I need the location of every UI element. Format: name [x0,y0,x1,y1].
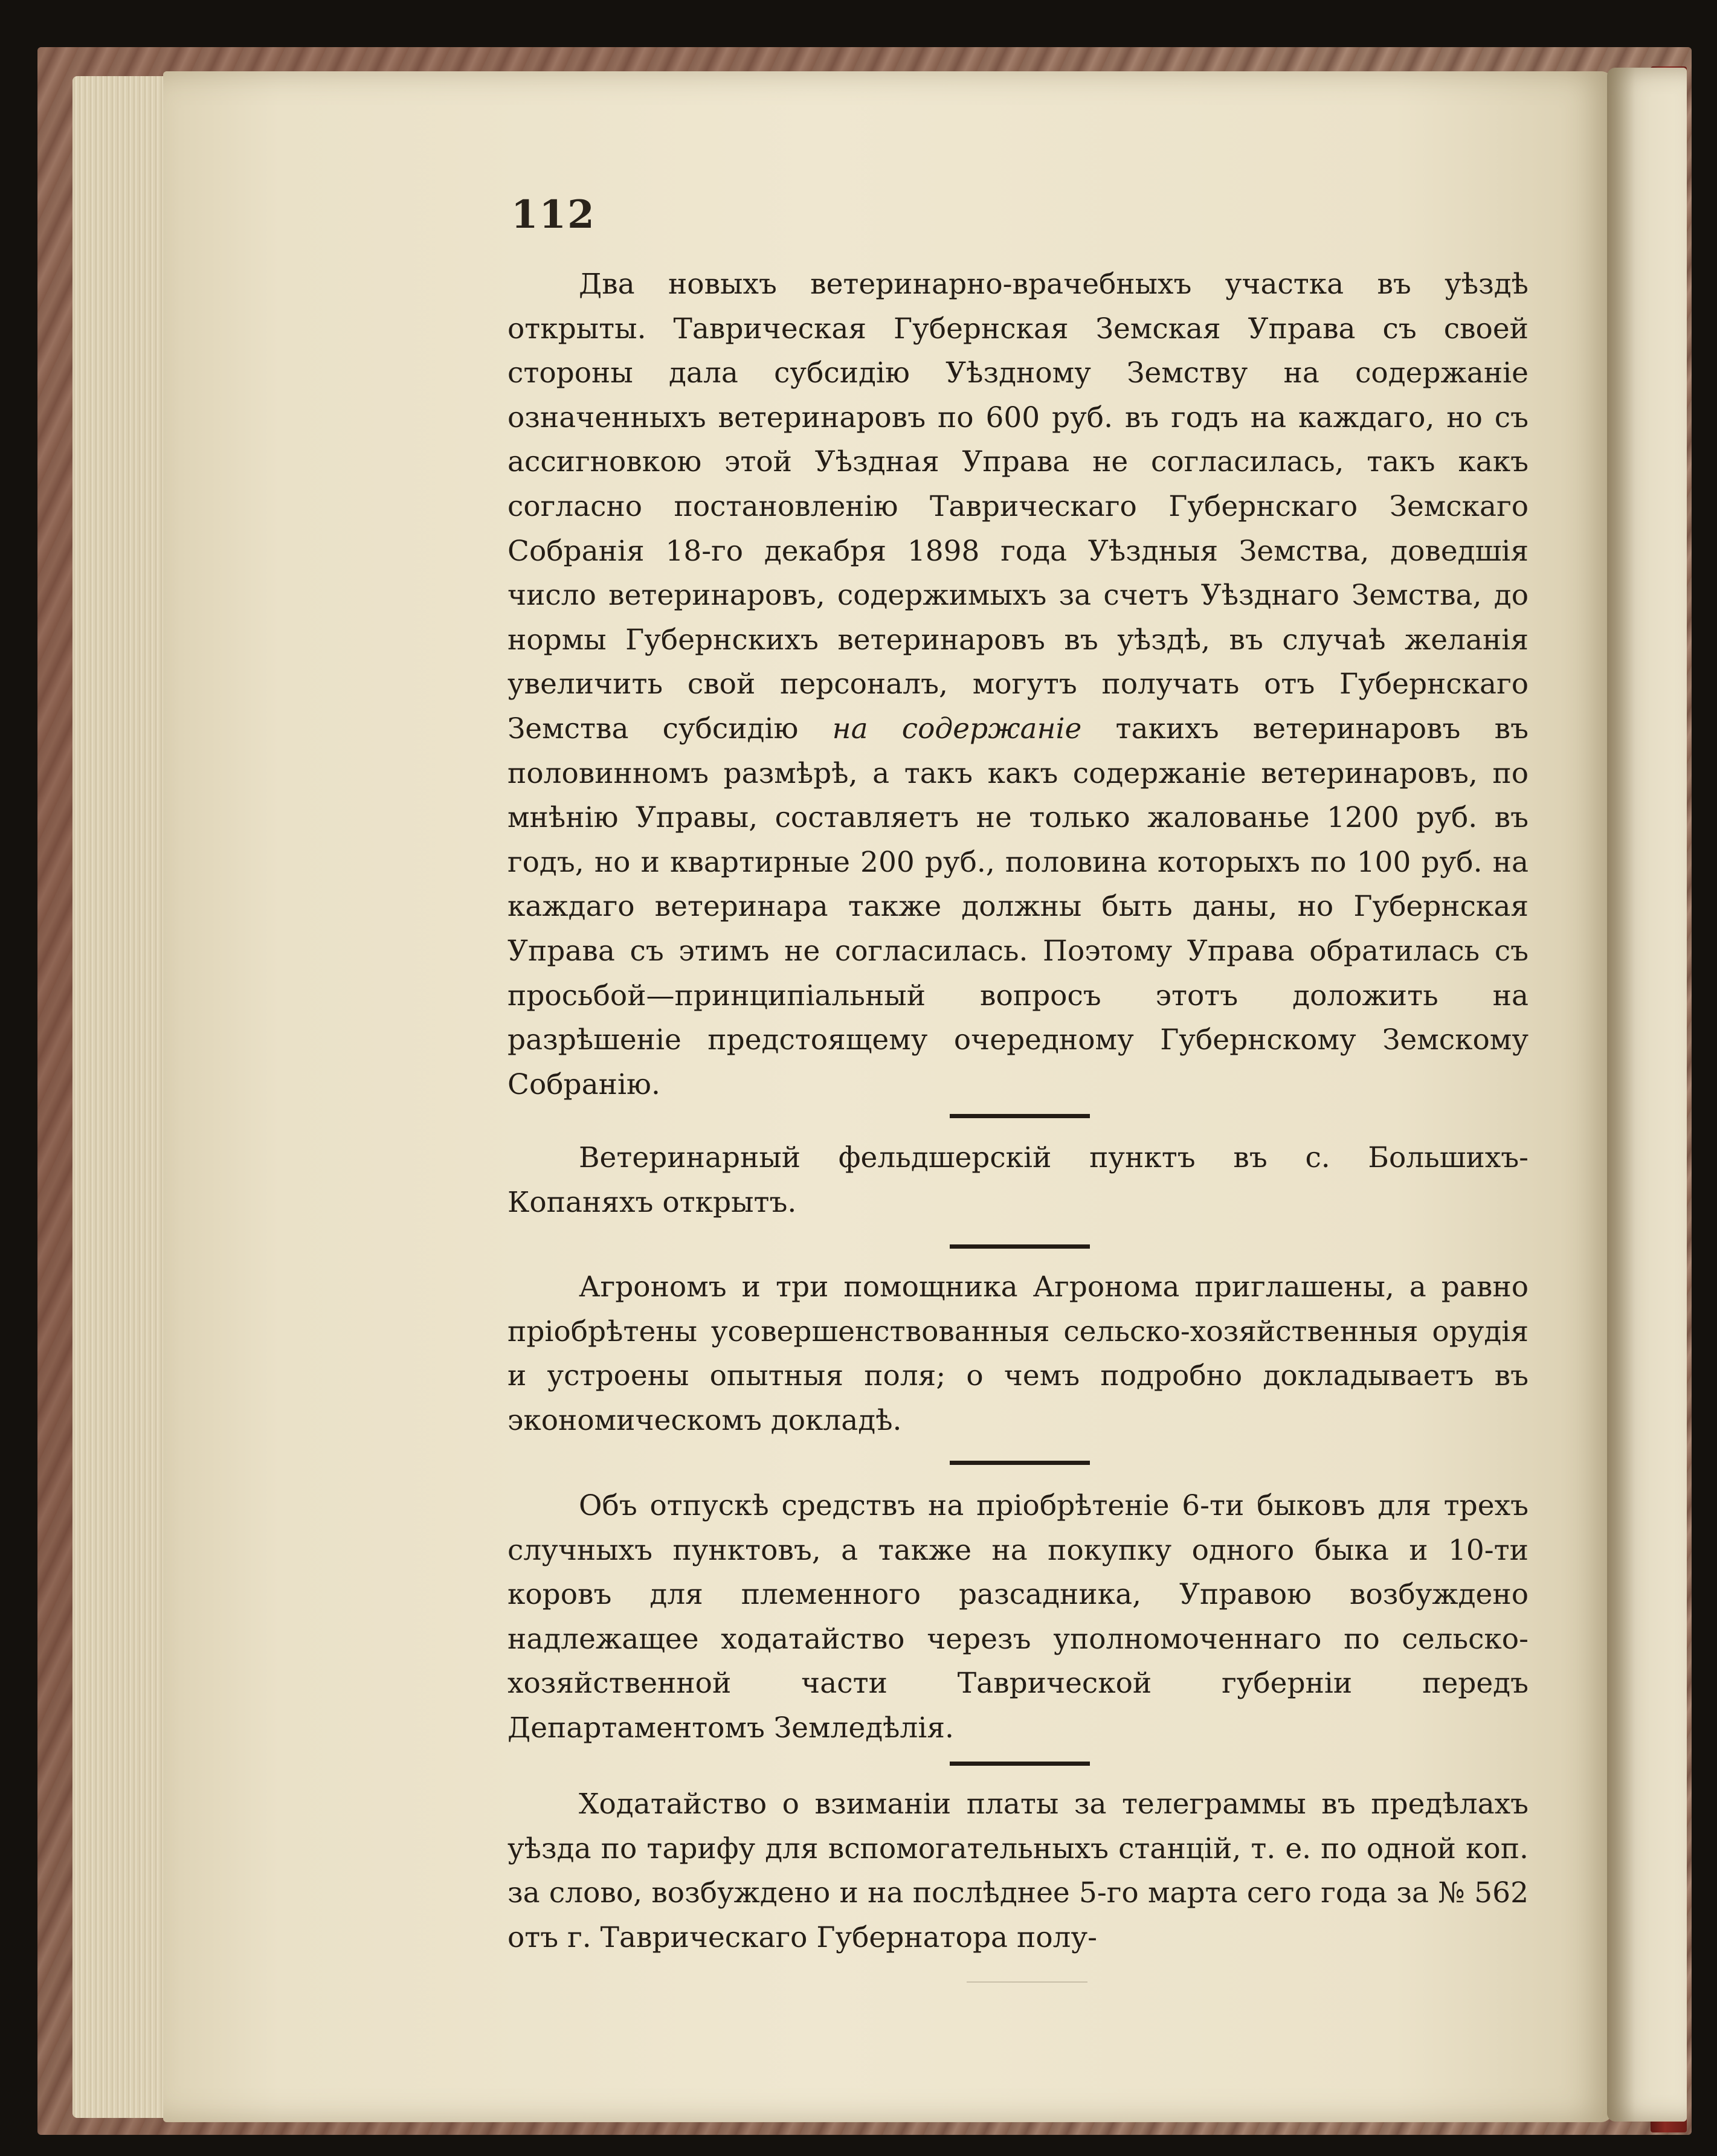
section-divider [950,1461,1090,1465]
right-page-edge [1607,68,1687,2122]
section-divider [950,1244,1090,1249]
section-divider [950,1762,1090,1766]
paragraph-italic-part: на содержаніе [832,712,1082,745]
paragraph-feldsher-point: Ветеринарный фельдшерскій пунктъ въ с. Большихъ-Копаняхъ открытъ. [507,1141,1529,1219]
paragraph-telegram-fees: Ходатайство о взиманіи платы за телеграммы въ предѣлахъ уѣзда по тарифу для вспомогательныхъ станцій, т. е. по одной коп. за слово, возбуждено и на послѣднее 5-го марта сего года за № 562 отъ г. Таврическаго Губернатора полу- [507,1788,1529,1954]
page-number: 112 [511,192,596,237]
section-divider [950,1114,1090,1118]
paragraph-agronomist: Агрономъ и три помощника Агронома приглашены, а равно пріобрѣтены усовершенствованныя сельско-хозяйственныя орудія и устроены опытныя поля; о чемъ подробно докладываетъ въ экономическомъ докладѣ. [507,1270,1529,1437]
paragraph-bulls-purchase: Объ отпускѣ средствъ на пріобрѣтеніе 6-ти быковъ для трехъ случныхъ пунктовъ, а также на покупку одного быка и 10-ти коровъ для племенного разсадника, Управою возбуждено надлежащее ходатайство черезъ уполномоченнаго по сельско-хозяйственной части Таврической губерніи передъ Департаментомъ Земледѣлія. [507,1489,1529,1745]
paragraph-veterinary-districts [507,262,1529,1107]
paragraph-text-part: такихъ ветеринаровъ въ половинномъ размѣрѣ, а такъ какъ содержаніе ветеринаровъ, по мнѣнію Управы, составляетъ не только жалованье 1200 руб. въ годъ, но и квартирные 200 руб., половина которыхъ по 100 руб. на каждаго ветеринара также должны быть даны, но Губернская Управа съ этимъ не согласилась. Поэтому Управа обратилась съ просьбой—принципіальный вопросъ этотъ доложить на разрѣшеніе предстоящему очередному Губернскому Земскому Собранію. [507,712,1529,1101]
paragraph-text-part: Два новыхъ ветеринарно-врачебныхъ участка въ уѣздѣ открыты. Таврическая Губернская Земская Управа съ своей стороны дала субсидію Уѣздному Земству на содержаніе означенныхъ ветеринаровъ по 600 руб. въ годъ на каждаго, но съ ассигновкою этой Уѣздная Управа не согласилась, такъ какъ согласно постановленію Таврическаго Губернскаго Земскаго Собранія 18-го декабря 1898 года Уѣздныя Земства, доведшія число ветеринаровъ, содержимыхъ за счетъ Уѣзднаго Земства, до нормы Губернскихъ ветеринаровъ въ уѣздѣ, въ случаѣ желанія увеличить свой персоналъ, могутъ получать отъ Губернскаго Земства субсидію [507,268,1529,745]
bleed-through-mark [967,1981,1087,1983]
